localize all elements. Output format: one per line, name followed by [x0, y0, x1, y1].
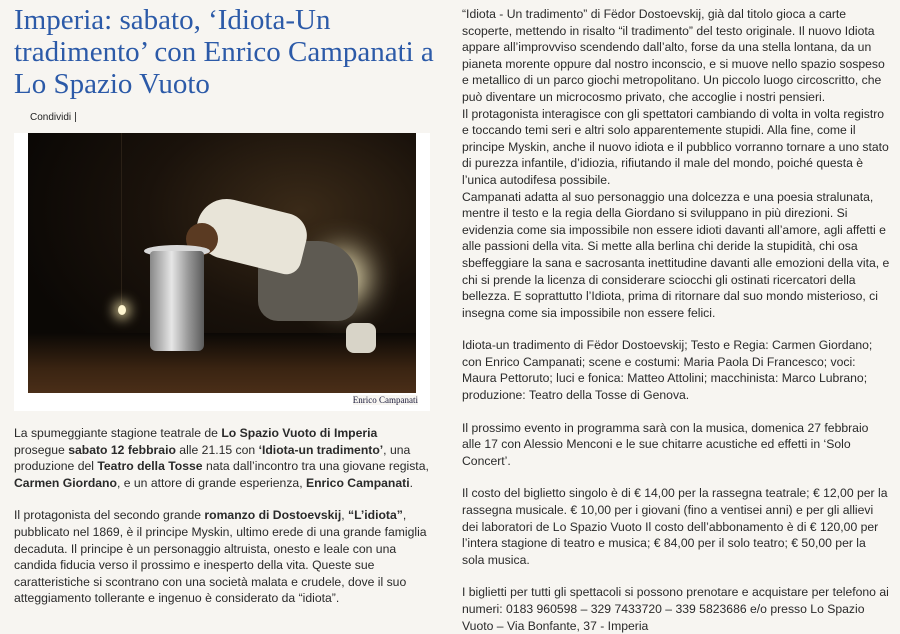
left-paragraph-1 [14, 425, 430, 491]
share-divider [75, 112, 76, 122]
right-column [462, 6, 890, 634]
bold-text-run: ‘Idiota-un tradimento’ [258, 442, 384, 457]
bold-text-run: Lo Spazio Vuoto di Imperia [221, 426, 378, 440]
right-paragraph-credits: Idiota-un tradimento di Fëdor Dostoevskij; Testo e Regia: Carmen Giordano; con Enrico Campanati; scene e costumi: Maria Paola Di Francesco; voci: Maura Pettoruto; luci e fonica: Matteo Attolini; macchinista: Marco Lubrano; produzione: Teatro della Tosse di Genova. [462, 338, 873, 403]
photo-bulb-wire [121, 133, 122, 305]
bold-text-run: sabato 12 febbraio [68, 442, 176, 457]
article-title: Imperia: sabato, ‘Idiota-Un tradimento’ con Enrico Campanati a Lo Spazio Vuoto [14, 4, 434, 100]
spacer [462, 568, 890, 584]
text-run: nata dall’incontro tra una giovane regista, [202, 459, 429, 474]
bold-text-run: “L’idiota” [348, 508, 403, 523]
photo-bulb-small [118, 305, 126, 315]
photo-actor-shoe [346, 323, 376, 353]
text-run: prosegue [14, 442, 69, 457]
text-run: alle 21.15 con [175, 442, 259, 457]
right-paragraph-tickets: I biglietti per tutti gli spettacoli si possono prenotare e acquistare per telefono ai numeri: 0183 960598 – 329 7433720 – 339 5823686 e/o presso Lo Spazio Vuoto – Via Bonfante, 37 - Imperia [462, 585, 889, 633]
text-run: , e un attore di grande esperienza, [116, 475, 306, 490]
left-paragraph-2 [14, 507, 430, 607]
photo-caption: Enrico Campanati [352, 395, 418, 405]
bold-text-run: Enrico Campanati [305, 475, 410, 490]
share-label[interactable]: Condividi [30, 112, 72, 123]
spacer [462, 469, 890, 485]
spacer [462, 404, 890, 420]
right-paragraph-next-event: Il prossimo evento in programma sarà con la musica, domenica 27 febbraio alle 17 con Alessio Menconi e le sue chitarre acustiche ed effetti in ‘Solo Concert’. [462, 420, 869, 468]
text-run: . [409, 475, 413, 490]
share-link[interactable] [30, 112, 444, 123]
bold-text-run: Teatro della Tosse [97, 459, 203, 474]
bold-text-run: Carmen Giordano [14, 475, 117, 490]
left-column [14, 0, 444, 623]
spacer [462, 321, 890, 337]
left-body [14, 425, 430, 607]
article-photo [28, 133, 416, 393]
photo-metal-bin [150, 251, 204, 351]
right-paragraph-1: “Idiota - Un tradimento” di Fëdor Dostoevskij, già dal titolo gioca a carte scoperte, mettendo in risalto “il tradimento” del testo originale. Il nuovo Idiota appare all’improvviso scendendo dall’alto, forse da una stella lontana, da un pianeta morente oppure dal nostro inconscio, e si muove nello spazio sospeso e metallico di un parco giochi metropolitano. Un piccolo luogo circoscritto, che può diventare un microcosmo privato, che accoglie i nostri pensieri. [462, 7, 885, 104]
text-run: La spumeggiante stagione teatrale de [14, 426, 222, 440]
text-run: , pubblicato nel 1869, è il principe Myskin, ultimo erede di una grande famiglia decaduta. Il principe è un personaggio altruista, onesto e leale con una candida fiducia verso il prossimo e inesperto della vita. Queste sue caratteristiche si scontrano con una società malata e crudele, dove il suo atteggiamento tollerante e ingenuo è considerato da “idiota”. [14, 508, 427, 606]
right-paragraph-prices: Il costo del biglietto singolo è di € 14,00 per la rassegna teatrale; € 12,00 per la rassegna musicale. € 10,00 per i giovani (fino a ventisei anni) e per gli allievi dei laboratori de Lo Spazio Vuoto Il costo dell’abbonamento è di € 120,00 per l’intera stagione di teatro e musica; € 84,00 per il solo teatro; € 50,00 per la sola musica. [462, 486, 888, 567]
text-run: Il protagonista del secondo grande [14, 508, 205, 523]
bold-text-run: romanzo di Dostoevskij [204, 508, 342, 523]
text-run: , una produzione del [14, 442, 411, 474]
right-paragraph-3: Campanati adatta al suo personaggio una dolcezza e una poesia stralunata, mentre il testo e la regia della Giordano si sviluppano in più direzioni. Si evidenzia come sia impossibile non essere idioti davanti all’amore, agli affetti e alle passioni della vita. Si mette alla berlina chi deride la stupidità, chi osa sbeffeggiare la sana e sacrosanta inettitudine davanti alle emozioni della vita, e chi si prende la licenza di considerare sciocchi gli ostinati ricercatori della bellezza. E soprattutto l’Idiota, prima di ritornare dal suo mondo misterioso, ci insegna come sia impossibile non essere felici. [462, 189, 890, 320]
text-run: , [341, 508, 348, 523]
article-photo-frame [14, 133, 430, 411]
right-paragraph-2: Il protagonista interagisce con gli spettatori cambiando di volta in volta registro e toccando temi seri e altri solo apparentemente stupidi. Alla fine, come il principe Myskin, anche il nuovo idiota e il pubblico vorranno tornare a uno stato di purezza infantile, d’idiozia, rifiutando il male del mondo, poiché questa è l’unica autodifesa possibile. [462, 106, 889, 187]
